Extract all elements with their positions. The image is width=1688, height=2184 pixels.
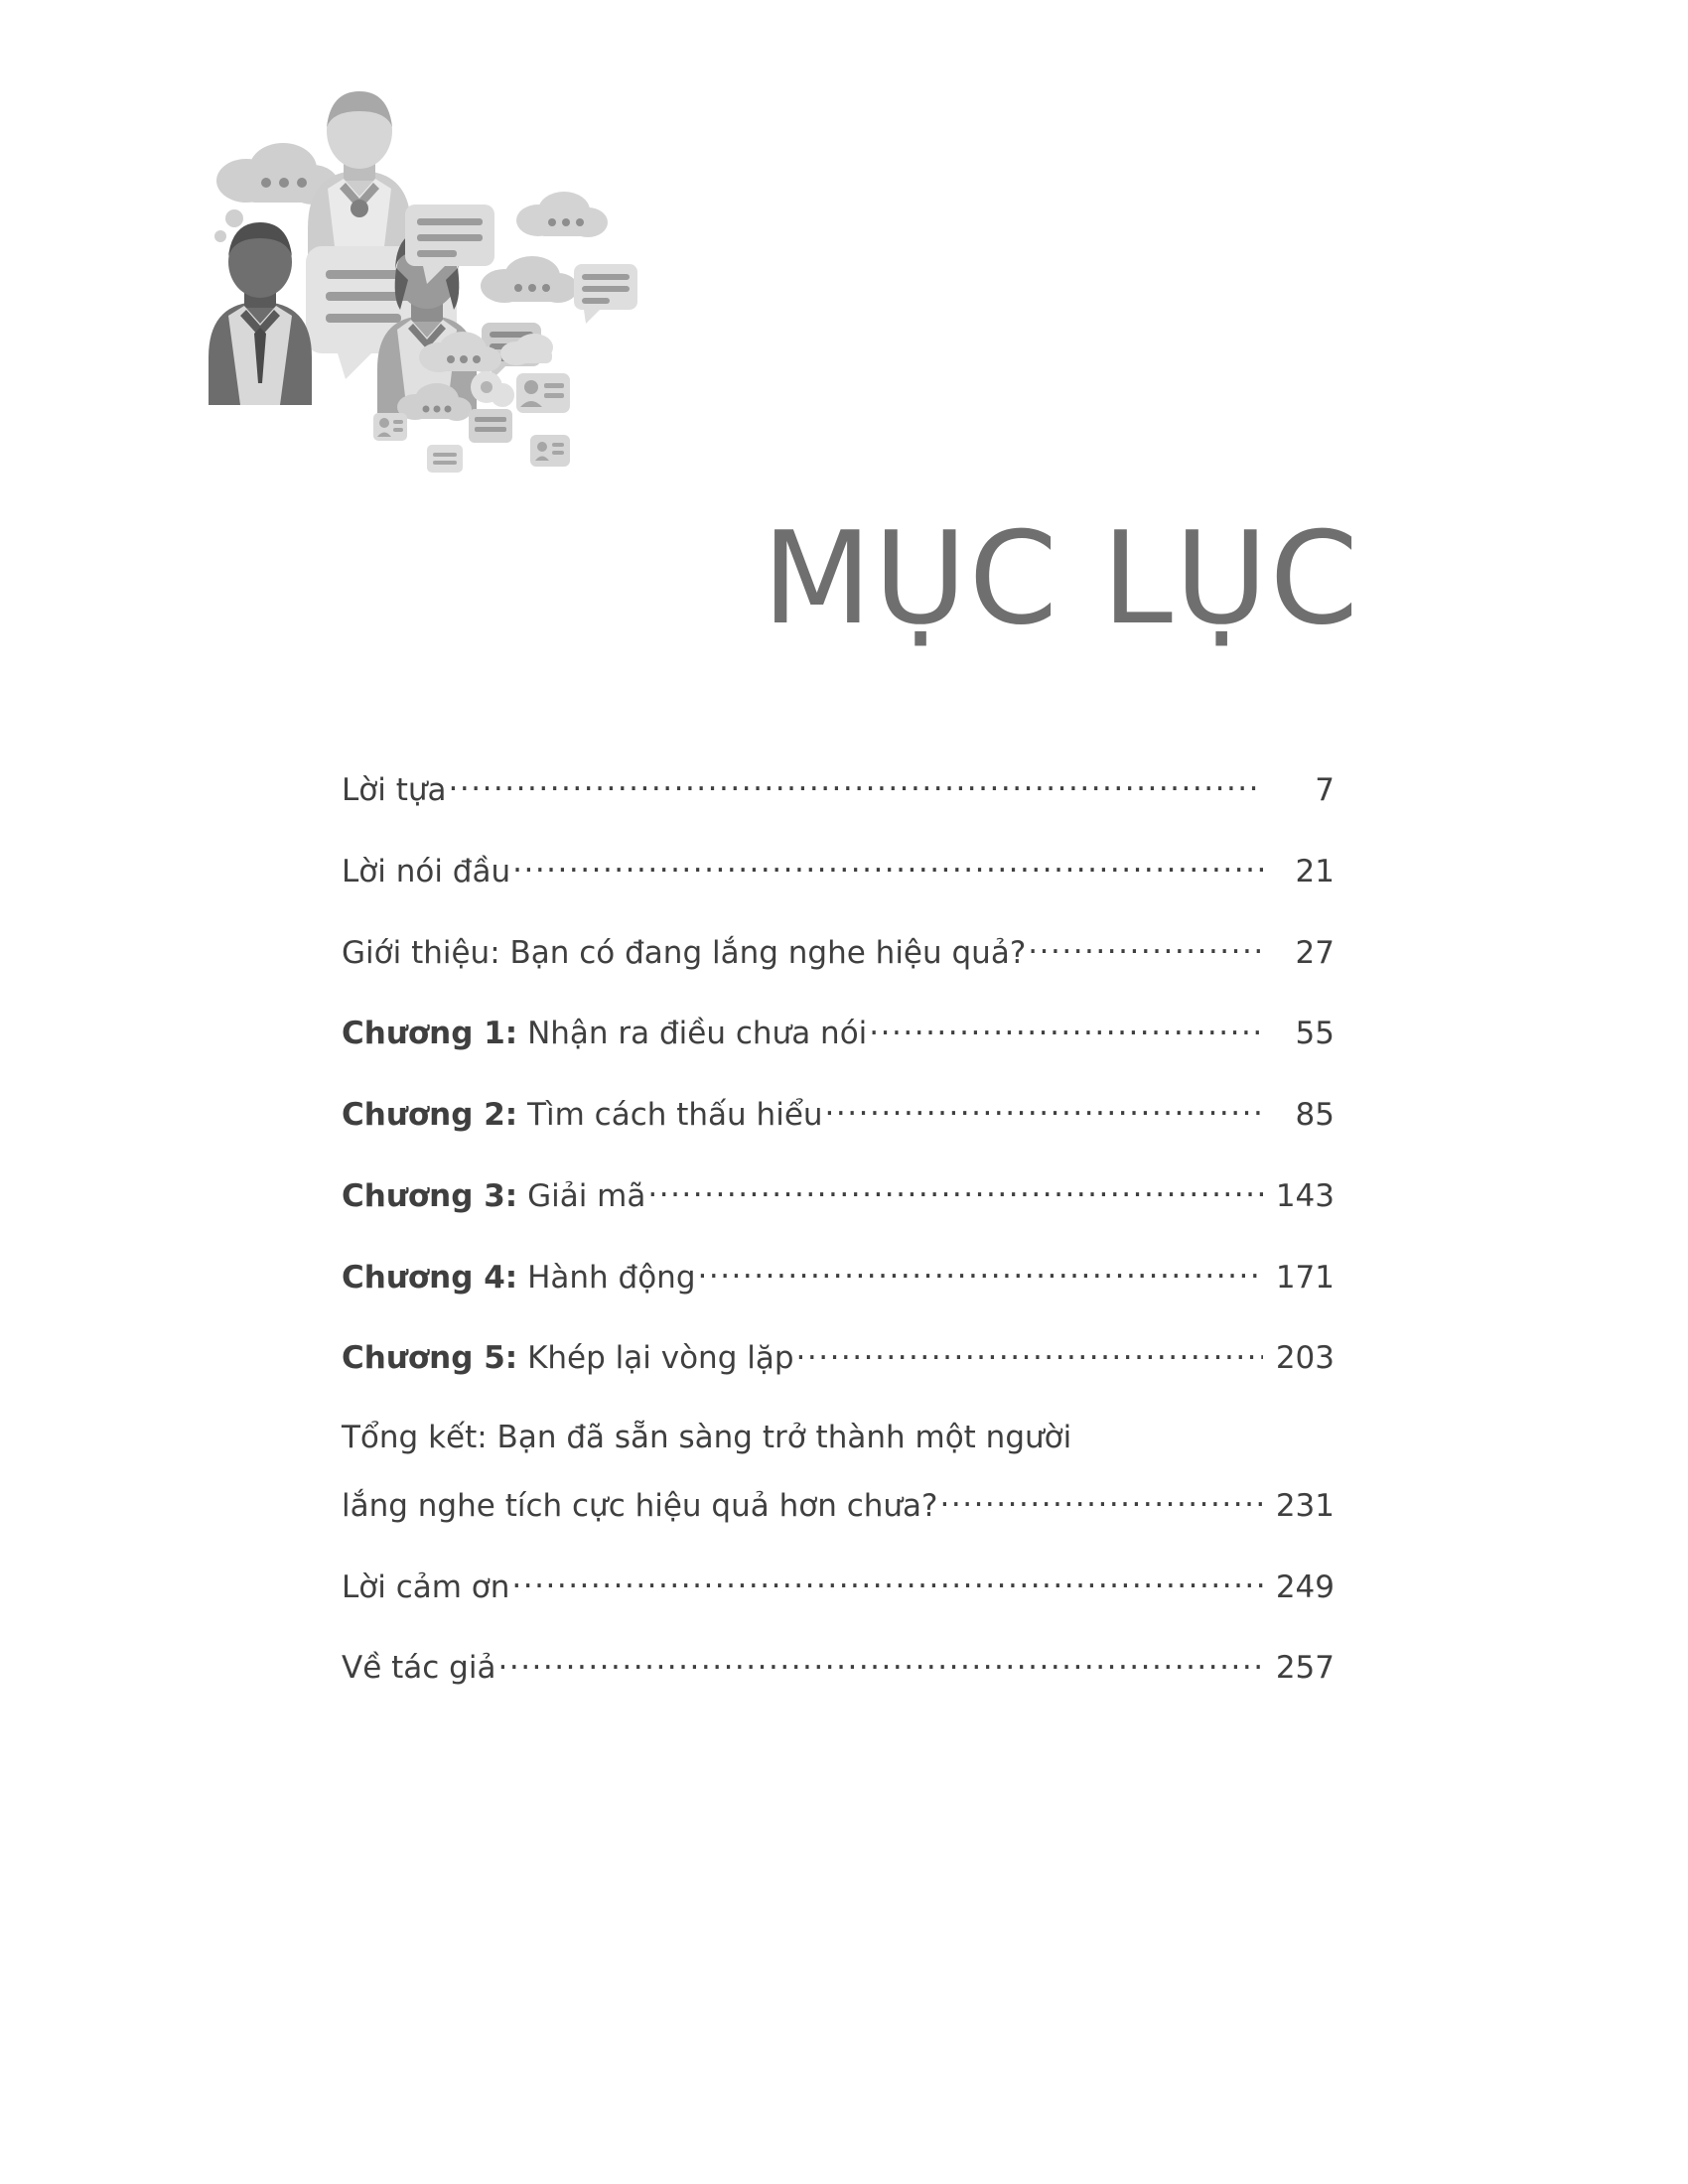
dot-leader [796,1337,1263,1368]
toc-entry-page: 27 [1295,934,1335,971]
dot-leader [449,769,1263,800]
page-title: MỤC LỤC [762,505,1360,653]
toc-entry-chapter-title: Khép lại vòng lặp [517,1340,794,1377]
toc-entry-chapter-title: Nhận ra điều chưa nói [517,1016,868,1052]
toc-entry-label: Về tác giả [342,1650,496,1687]
toc-entry-loi-noi-dau[interactable] [342,851,1335,891]
toc-entry-page: 21 [1295,853,1335,889]
toc-entry-label [342,1339,794,1378]
toc-entry-label [342,1015,867,1053]
toc-entry-page: 7 [1315,772,1335,808]
toc-entry-loi-tua[interactable] [342,769,1335,810]
toc-entry-ve-tac-gia[interactable] [342,1647,1335,1688]
toc-entry-loi-cam-on[interactable] [342,1567,1335,1607]
toc-entry-label [342,1096,823,1135]
toc-entry-label: Lời tựa [342,772,447,808]
dot-leader [1028,932,1263,963]
toc-entry-page: 143 [1275,1177,1335,1214]
dot-leader [698,1257,1264,1288]
toc-list [342,769,1335,1728]
toc-entry-chuong-2[interactable] [342,1094,1335,1135]
dot-leader [647,1175,1263,1206]
toc-entry-page: 85 [1295,1097,1335,1133]
toc-entry-label: Lời cảm ơn [342,1569,510,1605]
toc-entry-chapter-prefix: Chương 4: [342,1259,518,1296]
toc-entry-page: 249 [1275,1569,1335,1605]
toc-entry-chapter-prefix: Chương 3: [342,1177,518,1214]
toc-entry-chapter-title: Hành động [517,1259,696,1296]
toc-entry-chuong-3[interactable] [342,1175,1335,1216]
toc-entry-label: Lời nói đầu [342,853,511,889]
people-speech-bubbles-illustration [189,60,745,546]
toc-entry-line2 [342,1485,1335,1526]
toc-entry-chapter-title: Giải mã [517,1177,646,1214]
toc-entry-page: 231 [1275,1487,1335,1524]
toc-entry-page: 257 [1275,1650,1335,1687]
toc-entry-label [342,1177,645,1216]
dot-leader [511,1567,1263,1597]
dot-leader [512,851,1263,882]
toc-entry-chuong-4[interactable] [342,1257,1335,1297]
dot-leader [497,1647,1263,1678]
dot-leader [940,1485,1263,1516]
toc-entry-page: 171 [1275,1259,1335,1296]
toc-entry-chapter-prefix: Chương 2: [342,1097,518,1133]
toc-entry-chapter-prefix: Chương 1: [342,1016,518,1052]
toc-entry-tong-ket[interactable] [342,1419,1335,1526]
toc-entry-label: Giới thiệu: Bạn có đang lắng nghe hiệu quả? [342,934,1027,971]
toc-entry-chuong-1[interactable] [342,1013,1335,1053]
toc-entry-chapter-title: Tìm cách thấu hiểu [517,1097,823,1133]
toc-entry-label [342,1259,696,1297]
toc-entry-gioi-thieu[interactable] [342,932,1335,973]
dot-leader [869,1013,1263,1043]
toc-entry-chuong-5[interactable] [342,1337,1335,1378]
toc-entry-page: 203 [1275,1340,1335,1377]
dot-leader [825,1094,1263,1125]
toc-entry-label-line2: lắng nghe tích cực hiệu quả hơn chưa? [342,1487,938,1524]
toc-entry-chapter-prefix: Chương 5: [342,1340,518,1377]
toc-entry-label-line1: Tổng kết: Bạn đã sẵn sàng trở thành một người [342,1420,1072,1455]
toc-entry-page: 55 [1295,1016,1335,1052]
